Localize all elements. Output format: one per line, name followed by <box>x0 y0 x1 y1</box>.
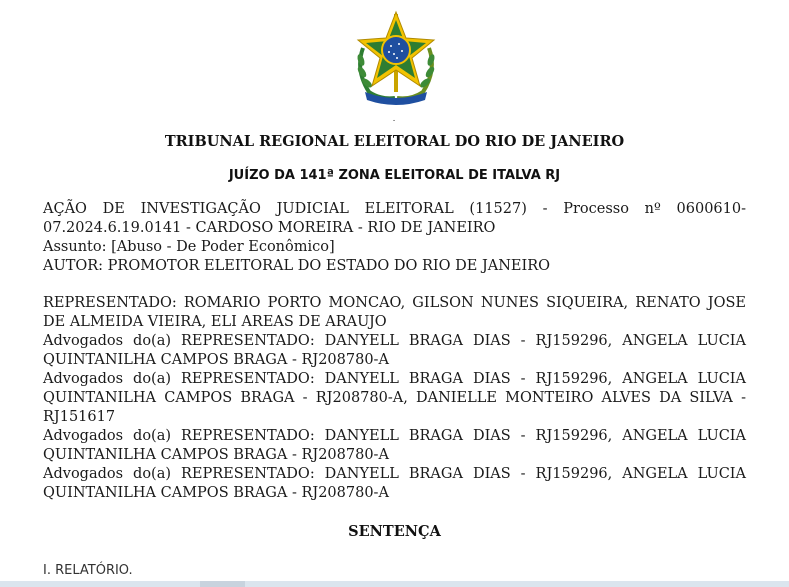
lawyers-line: Advogados do(a) REPRESENTADO: DANYELL BRAGA DIAS - RJ159296, ANGELA LUCIA QUINTANILHA CAMPOS BRAGA - RJ208780-A <box>43 428 746 463</box>
separator-dot: . <box>392 114 396 123</box>
case-info-block <box>43 200 746 276</box>
case-author: AUTOR: PROMOTOR ELEITORAL DO ESTADO DO RIO DE JANEIRO <box>43 258 551 274</box>
lawyers-line: Advogados do(a) REPRESENTADO: DANYELL BRAGA DIAS - RJ159296, ANGELA LUCIA QUINTANILHA CAMPOS BRAGA - RJ208780-A <box>43 333 746 368</box>
court-subtitle: JUÍZO DA 141ª ZONA ELEITORAL DE ITALVA RJ <box>228 168 561 183</box>
coat-of-arms-icon <box>351 8 441 106</box>
footer-bar-segment <box>200 581 245 587</box>
section-title: SENTENÇA <box>348 523 441 540</box>
footer-bar <box>0 581 789 587</box>
first-heading: I. RELATÓRIO. <box>43 563 133 578</box>
respondents: REPRESENTADO: ROMARIO PORTO MONCAO, GILSON NUNES SIQUEIRA, RENATO JOSE DE ALMEIDA VIEIRA, ELI AREAS DE ARAUJO <box>43 295 746 330</box>
case-subject: Assunto: [Abuso - De Poder Econômico] <box>43 239 335 255</box>
lawyers-line: Advogados do(a) REPRESENTADO: DANYELL BRAGA DIAS - RJ159296, ANGELA LUCIA QUINTANILHA CAMPOS BRAGA - RJ208780-A, DANIELLE MONTEIRO ALVES DA SILVA - RJ151617 <box>43 371 746 425</box>
court-title: TRIBUNAL REGIONAL ELEITORAL DO RIO DE JANEIRO <box>164 133 625 150</box>
lawyers-line: Advogados do(a) REPRESENTADO: DANYELL BRAGA DIAS - RJ159296, ANGELA LUCIA QUINTANILHA CAMPOS BRAGA - RJ208780-A <box>43 466 746 501</box>
case-header: AÇÃO DE INVESTIGAÇÃO JUDICIAL ELEITORAL (11527) - Processo nº 0600610-07.2024.6.19.0141 - CARDOSO MOREIRA - RIO DE JANEIRO <box>43 201 746 236</box>
parties-block <box>43 294 746 503</box>
